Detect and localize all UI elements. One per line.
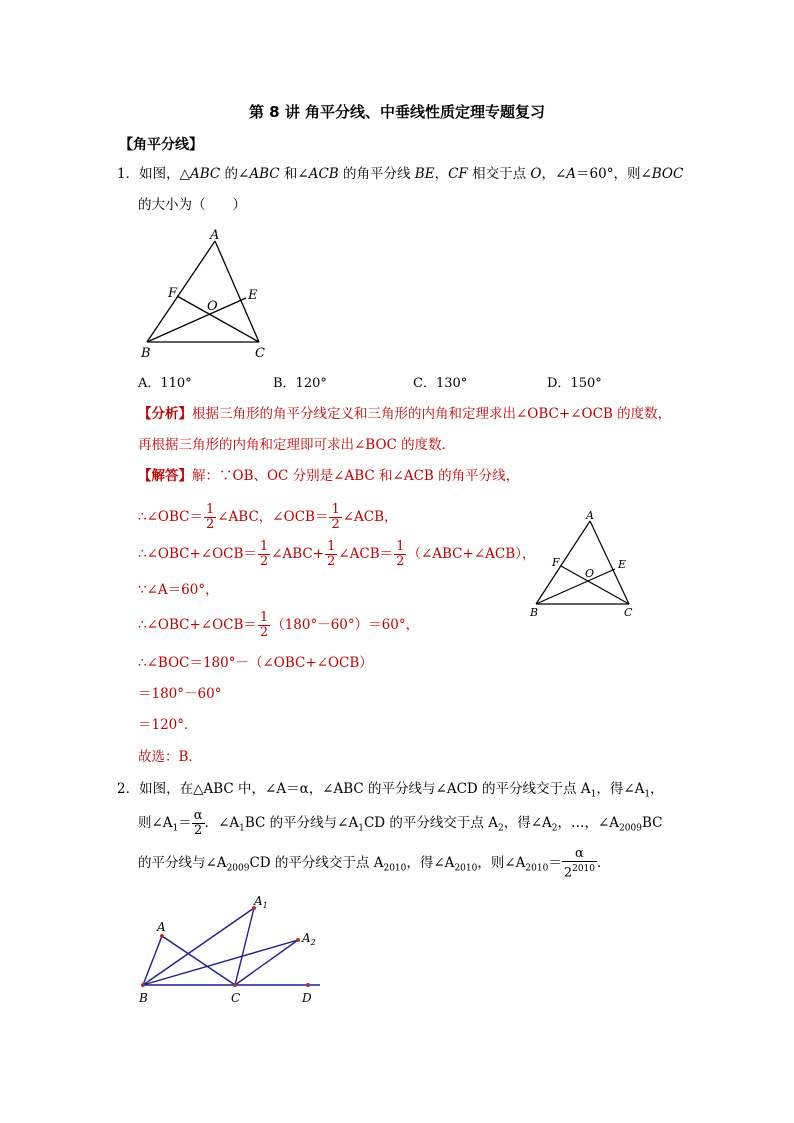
fraction-half: $\frac{1}{2}$ bbox=[396, 539, 405, 569]
q1-stem-line2: 的大小为（ ） bbox=[138, 197, 246, 213]
fraction-half: $\frac{1}{2}$ bbox=[331, 502, 340, 532]
fig2-label-a: A bbox=[586, 509, 594, 522]
analysis-line2: 再根据三角形的内角和定理即可求出∠BOC 的度数． bbox=[138, 437, 456, 453]
fig3-line-ba2 bbox=[143, 940, 298, 985]
answer-blank-2: $\frac{\alpha}{2^{2010}}$ bbox=[563, 845, 595, 881]
fig1-label-b: B bbox=[141, 346, 151, 361]
fraction-half: $\frac{1}{2}$ bbox=[259, 539, 269, 569]
solution-line3: ∴∠OBC+∠OCB＝ $\frac{1}{2}$ ∠ABC+ $\frac{1}{2}$ ∠ACB＝ $\frac{1}{2}$ （∠ABC+∠ACB）， bbox=[138, 539, 536, 569]
solution-line4: ∵∠A＝60°， bbox=[138, 582, 219, 598]
section-heading: 【角平分线】 bbox=[119, 137, 203, 153]
solution-line5: ∴∠OBC+∠OCB＝ $\frac{1}{2}$ （180°－60°）＝60°， bbox=[138, 610, 420, 640]
option-c: C．130° bbox=[413, 376, 468, 391]
fig1-label-e: E bbox=[248, 288, 258, 303]
q1-triangle-figure bbox=[135, 225, 275, 365]
solution-line7: ＝180°－60° bbox=[138, 686, 222, 702]
q1-stem-line1: 1．如图，△ABC 的∠ABC 和∠ACB 的角平分线 BE，CF 相交于点 O，∠A＝60°，则∠BOC bbox=[117, 166, 684, 182]
fig2-label-e: E bbox=[618, 558, 627, 571]
solution-triangle-figure bbox=[524, 505, 639, 620]
analysis-line1: 【分析】根据三角形的角平分线定义和三角形的内角和定理求出∠OBC+∠OCB 的度数， bbox=[138, 406, 672, 422]
fig1-label-f: F bbox=[168, 286, 178, 301]
fig2-bisector-cf bbox=[561, 566, 629, 604]
option-a: A．110° bbox=[138, 376, 192, 391]
solution-line1: 【解答】解：∵OB、OC 分别是∠ABC 和∠ACB 的角平分线， bbox=[138, 468, 520, 484]
fig2-label-f: F bbox=[552, 556, 560, 569]
fig3-label-c: C bbox=[231, 991, 241, 1005]
q2-stem-line3: 的平分线与$\angle A_{2009}CD$ 的平分线交于点 $A_{2010}$，得$\angle A_{2010}$，则$\angle A_{2010}=$ $\frac{\alpha}{2^{2010}}$ ． bbox=[138, 845, 611, 881]
option-b: B．120° bbox=[273, 376, 327, 391]
fig3-label-b: B bbox=[139, 991, 148, 1005]
fig1-label-c: C bbox=[255, 346, 265, 361]
q2-stem-line1: 2．如图，在△ABC 中，∠A＝α，∠ABC 的平分线与∠ACD 的平分线交于点 $A_1$，得$\angle A_1$， bbox=[117, 781, 664, 800]
solution-line9: 故选：B． bbox=[138, 749, 202, 765]
option-d: D．150° bbox=[547, 376, 602, 391]
page-title: 第 8 讲 角平分线、中垂线性质定理专题复习 bbox=[248, 103, 546, 121]
solution-line2: ∴∠OBC＝ $\frac{1}{2}$ ∠ABC，∠OCB＝ $\frac{1}{2}$ ∠ACB， bbox=[138, 502, 398, 532]
fig1-bisector-cf bbox=[177, 296, 259, 342]
fraction-half: $\frac{1}{2}$ bbox=[259, 610, 269, 640]
fig3-side-ac bbox=[162, 936, 235, 985]
fraction-half: $\frac{1}{2}$ bbox=[327, 539, 336, 569]
fig1-label-a: A bbox=[210, 228, 220, 243]
fig2-label-b: B bbox=[530, 606, 539, 619]
fig2-label-c: C bbox=[624, 606, 633, 619]
fraction-half: $\frac{1}{2}$ bbox=[205, 502, 215, 532]
fig1-label-o: O bbox=[207, 299, 218, 314]
answer-blank-1: $\frac{\alpha}{2}$ bbox=[193, 808, 203, 838]
q2-bisector-figure bbox=[130, 890, 340, 1015]
fig3-label-a2: $A_2$ bbox=[302, 931, 316, 947]
fig3-label-a: A bbox=[157, 920, 166, 934]
fig3-label-d: D bbox=[302, 991, 312, 1005]
solution-line6: ∴∠BOC＝180°－（∠OBC+∠OCB） bbox=[138, 655, 373, 671]
solution-line8: ＝120°． bbox=[138, 717, 198, 733]
fig3-label-a1: $A_1$ bbox=[254, 894, 268, 910]
q2-stem-line2: 则$\angle A_1=$ $\frac{\alpha}{2}$ ．$\angle A_1BC$ 的平分线与$\angle A_1CD$ 的平分线交于点 $A_2$，得$\angle A_2$，…，$\angle A_{2009}BC$ bbox=[138, 808, 663, 838]
fig2-label-o: O bbox=[585, 567, 595, 580]
